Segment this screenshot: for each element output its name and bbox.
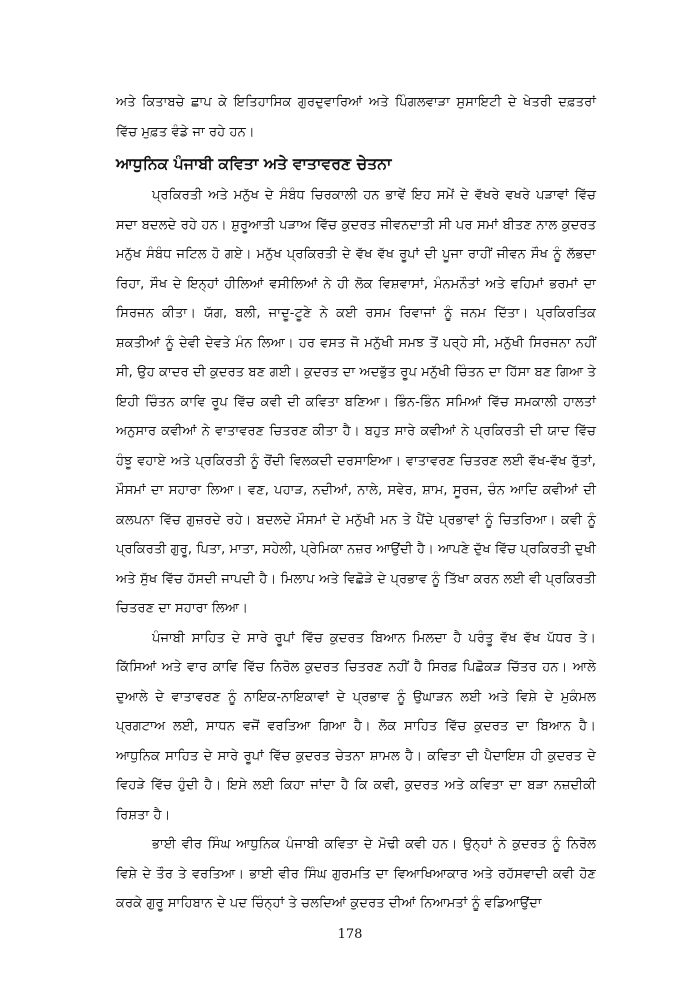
paragraph-bhai-vir-singh: ਭਾਈ ਵੀਰ ਸਿੰਘ ਆਧੁਨਿਕ ਪੰਜਾਬੀ ਕਵਿਤਾ ਦੇ ਮੋਢੀ ਕਵੀ ਹਨ। ਉਨ੍ਹਾਂ ਨੇ ਕੁਦਰਤ ਨੂੰ ਨਿਰੋਲ ਵਿਸ਼ੇ ਦੇ ਤੌਰ ਤੇ ਵਰਤਿਆ। ਭਾਈ ਵੀਰ ਸਿੰਘ ਗੁਰਮਤਿ ਦਾ ਵਿਆਖਿਆਕਾਰ ਅਤੇ ਰਹੱਸਵਾਦੀ ਕਵੀ ਹੋਣ ਕਰਕੇ ਗੁਰੂ ਸਾਹਿਬਾਨ ਦੇ ਪਦ ਚਿੰਨ੍ਹਾਂ ਤੇ ਚਲਦਿਆਂ ਕੁਦਰਤ ਦੀਆਂ ਨਿਆਮਤਾਂ ਨੂੰ ਵਡਿਆਉਂਦਾ bbox=[116, 837, 596, 911]
paragraph-nature-and-man: ਪ੍ਰਕਿਰਤੀ ਅਤੇ ਮਨੁੱਖ ਦੇ ਸੰਬੰਧ ਚਿਰਕਾਲੀ ਹਨ ਭਾਵੇਂ ਇਹ ਸਮੇਂ ਦੇ ਵੱਖਰੇ ਵਖਰੇ ਪੜਾਵਾਂ ਵਿੱਚ ਸਦਾ ਬਦਲਦੇ ਰਹੇ ਹਨ। ਸ਼ੁਰੂਆਤੀ ਪੜਾਅ ਵਿੱਚ ਕੁਦਰਤ ਜੀਵਨਦਾਤੀ ਸੀ ਪਰ ਸਮਾਂ ਬੀਤਣ ਨਾਲ ਕੁਦਰਤ ਮਨੁੱਖ ਸੰਬੰਧ ਜਟਿਲ ਹੋ ਗਏ। ਮਨੁੱਖ ਪ੍ਰਕਿਰਤੀ ਦੇ ਵੱਖ ਵੱਖ ਰੂਪਾਂ ਦੀ ਪੂਜਾ ਰਾਹੀਂ ਜੀਵਨ ਸੌਖ ਨੂੰ ਲੱਭਦਾ ਰਿਹਾ, ਸੌਖ ਦੇ ਇਨ੍ਹਾਂ ਹੀਲਿਆਂ ਵਸੀਲਿਆਂ ਨੇ ਹੀ ਲੋਕ ਵਿਸ਼ਵਾਸਾਂ, ਮੰਨਮਨੌਤਾਂ ਅਤੇ ਵਹਿਮਾਂ ਭਰਮਾਂ ਦਾ ਸਿਰਜਨ ਕੀਤਾ। ਯੱਗ, ਬਲੀ, ਜਾਦੂ-ਟੂਣੇ ਨੇ ਕਈ ਰਸਮ ਰਿਵਾਜਾਂ ਨੂੰ ਜਨਮ ਦਿੱਤਾ। ਪ੍ਰਕਿਰਤਿਕ ਸ਼ਕਤੀਆਂ ਨੂੰ ਦੇਵੀ ਦੇਵਤੇ ਮੰਨ ਲਿਆ। ਹਰ ਵਸਤ ਜੋ ਮਨੁੱਖੀ ਸਮਝ ਤੋਂ ਪਰ੍ਹੇ ਸੀ, ਮਨੁੱਖੀ ਸਿਰਜਨਾ ਨਹੀਂ ਸੀ, ਉਹ ਕਾਦਰ ਦੀ ਕੁਦਰਤ ਬਣ ਗਈ। ਕੁਦਰਤ ਦਾ ਅਦਭੁੱਤ ਰੂਪ ਮਨੁੱਖੀ ਚਿੰਤਨ ਦਾ ਹਿੱਸਾ ਬਣ ਗਿਆ ਤੇ ਇਹੀ ਚਿੰਤਨ ਕਾਵਿ ਰੂਪ ਵਿੱਚ ਕਵੀ ਦੀ ਕਵਿਤਾ ਬਣਿਆ। ਭਿੰਨ-ਭਿੰਨ ਸਮਿਆਂ ਵਿੱਚ ਸਮਕਾਲੀ ਹਾਲਤਾਂ ਅਨੁਸਾਰ ਕਵੀਆਂ ਨੇ ਵਾਤਾਵਰਣ ਚਿਤਰਣ ਕੀਤਾ ਹੈ। ਬਹੁਤ ਸਾਰੇ ਕਵੀਆਂ ਨੇ ਪ੍ਰਕਿਰਤੀ ਦੀ ਯਾਦ ਵਿੱਚ ਹੰਝੂ ਵਹਾਏ ਅਤੇ ਪ੍ਰਕਿਰਤੀ ਨੂੰ ਰੋਂਦੀ ਵਿਲਕਦੀ ਦਰਸਾਇਆ। ਵਾਤਾਵਰਣ ਚਿਤਰਣ ਲਈ ਵੱਖ-ਵੱਖ ਰੁੱਤਾਂ, ਮੌਸਮਾਂ ਦਾ ਸਹਾਰਾ ਲਿਆ। ਵਣ, ਪਹਾੜ, ਨਦੀਆਂ, ਨਾਲੇ, ਸਵੇਰ, ਸ਼ਾਮ, ਸੂਰਜ, ਚੰਨ ਆਦਿ ਕਵੀਆਂ ਦੀ ਕਲਪਨਾ ਵਿੱਚ ਗੁਜ਼ਰਦੇ ਰਹੇ। ਬਦਲਦੇ ਮੌਸਮਾਂ ਦੇ ਮਨੁੱਖੀ ਮਨ ਤੇ ਪੈਂਦੇ ਪ੍ਰਭਾਵਾਂ ਨੂੰ ਚਿਤਰਿਆ। ਕਵੀ ਨੂੰ ਪ੍ਰਕਿਰਤੀ ਗੁਰੂ, ਪਿਤਾ, ਮਾਤਾ, ਸਹੇਲੀ, ਪ੍ਰੇਮਿਕਾ ਨਜ਼ਰ ਆਉਂਦੀ ਹੈ। ਆਪਣੇ ਦੁੱਖ ਵਿੱਚ ਪ੍ਰਕਿਰਤੀ ਦੁਖੀ ਅਤੇ ਸੁੱਖ ਵਿੱਚ ਹੱਸਦੀ ਜਾਪਦੀ ਹੈ। ਮਿਲਾਪ ਅਤੇ ਵਿਛੋੜੇ ਦੇ ਪ੍ਰਭਾਵ ਨੂੰ ਤਿੱਖਾ ਕਰਨ ਲਈ ਵੀ ਪ੍ਰਕਿਰਤੀ ਚਿਤਰਣ ਦਾ ਸਹਾਰਾ ਲਿਆ। bbox=[116, 188, 596, 616]
body-text bbox=[116, 88, 596, 919]
section-heading: ਆਧੁਨਿਕ ਪੰਜਾਬੀ ਕਵਿਤਾ ਅਤੇ ਵਾਤਾਵਰਣ ਚੇਤਨਾ bbox=[116, 155, 392, 173]
paragraph-continued: ਅਤੇ ਕਿਤਾਬਚੇ ਛਾਪ ਕੇ ਇਤਿਹਾਸਿਕ ਗੁਰਦੁਵਾਰਿਆਂ ਅਤੇ ਪਿੰਗਲਵਾੜਾ ਸੁਸਾਇਟੀ ਦੇ ਖੇਤਰੀ ਦਫ਼ਤਰਾਂ ਵਿੱਚ ਮੁਫ਼ਤ ਵੰਡੇ ਜਾ ਰਹੇ ਹਨ। bbox=[116, 95, 596, 140]
paragraph-punjabi-literature: ਪੰਜਾਬੀ ਸਾਹਿਤ ਦੇ ਸਾਰੇ ਰੂਪਾਂ ਵਿੱਚ ਕੁਦਰਤ ਬਿਆਨ ਮਿਲਦਾ ਹੈ ਪਰੰਤੂ ਵੱਖ ਵੱਖ ਪੱਧਰ ਤੇ। ਕਿੱਸਿਆਂ ਅਤੇ ਵਾਰ ਕਾਵਿ ਵਿੱਚ ਨਿਰੋਲ ਕੁਦਰਤ ਚਿਤਰਣ ਨਹੀਂ ਹੈ ਸਿਰਫ਼ ਪਿਛੋਕੜ ਚਿੱਤਰ ਹਨ। ਆਲੇ ਦੁਆਲੇ ਦੇ ਵਾਤਾਵਰਣ ਨੂੰ ਨਾਇਕ-ਨਾਇਕਾਵਾਂ ਦੇ ਪ੍ਰਭਾਵ ਨੂੰ ਉਘਾੜਨ ਲਈ ਅਤੇ ਵਿਸ਼ੇ ਦੇ ਮੁਕੰਮਲ ਪ੍ਰਗਟਾਅ ਲਈ, ਸਾਧਨ ਵਜੋਂ ਵਰਤਿਆ ਗਿਆ ਹੈ। ਲੋਕ ਸਾਹਿਤ ਵਿੱਚ ਕੁਦਰਤ ਦਾ ਬਿਆਨ ਹੈ। ਆਧੁਨਿਕ ਸਾਹਿਤ ਦੇ ਸਾਰੇ ਰੂਪਾਂ ਵਿੱਚ ਕੁਦਰਤ ਚੇਤਨਾ ਸ਼ਾਮਲ ਹੈ। ਕਵਿਤਾ ਦੀ ਪੈਦਾਇਸ਼ ਹੀ ਕੁਦਰਤ ਦੇ ਵਿਹੜੇ ਵਿੱਚ ਹੁੰਦੀ ਹੈ। ਇਸੇ ਲਈ ਕਿਹਾ ਜਾਂਦਾ ਹੈ ਕਿ ਕਵੀ, ਕੁਦਰਤ ਅਤੇ ਕਵਿਤਾ ਦਾ ਬੜਾ ਨਜ਼ਦੀਕੀ ਰਿਸ਼ਤਾ ਹੈ। bbox=[116, 630, 596, 823]
page-number: 178 bbox=[337, 927, 363, 942]
